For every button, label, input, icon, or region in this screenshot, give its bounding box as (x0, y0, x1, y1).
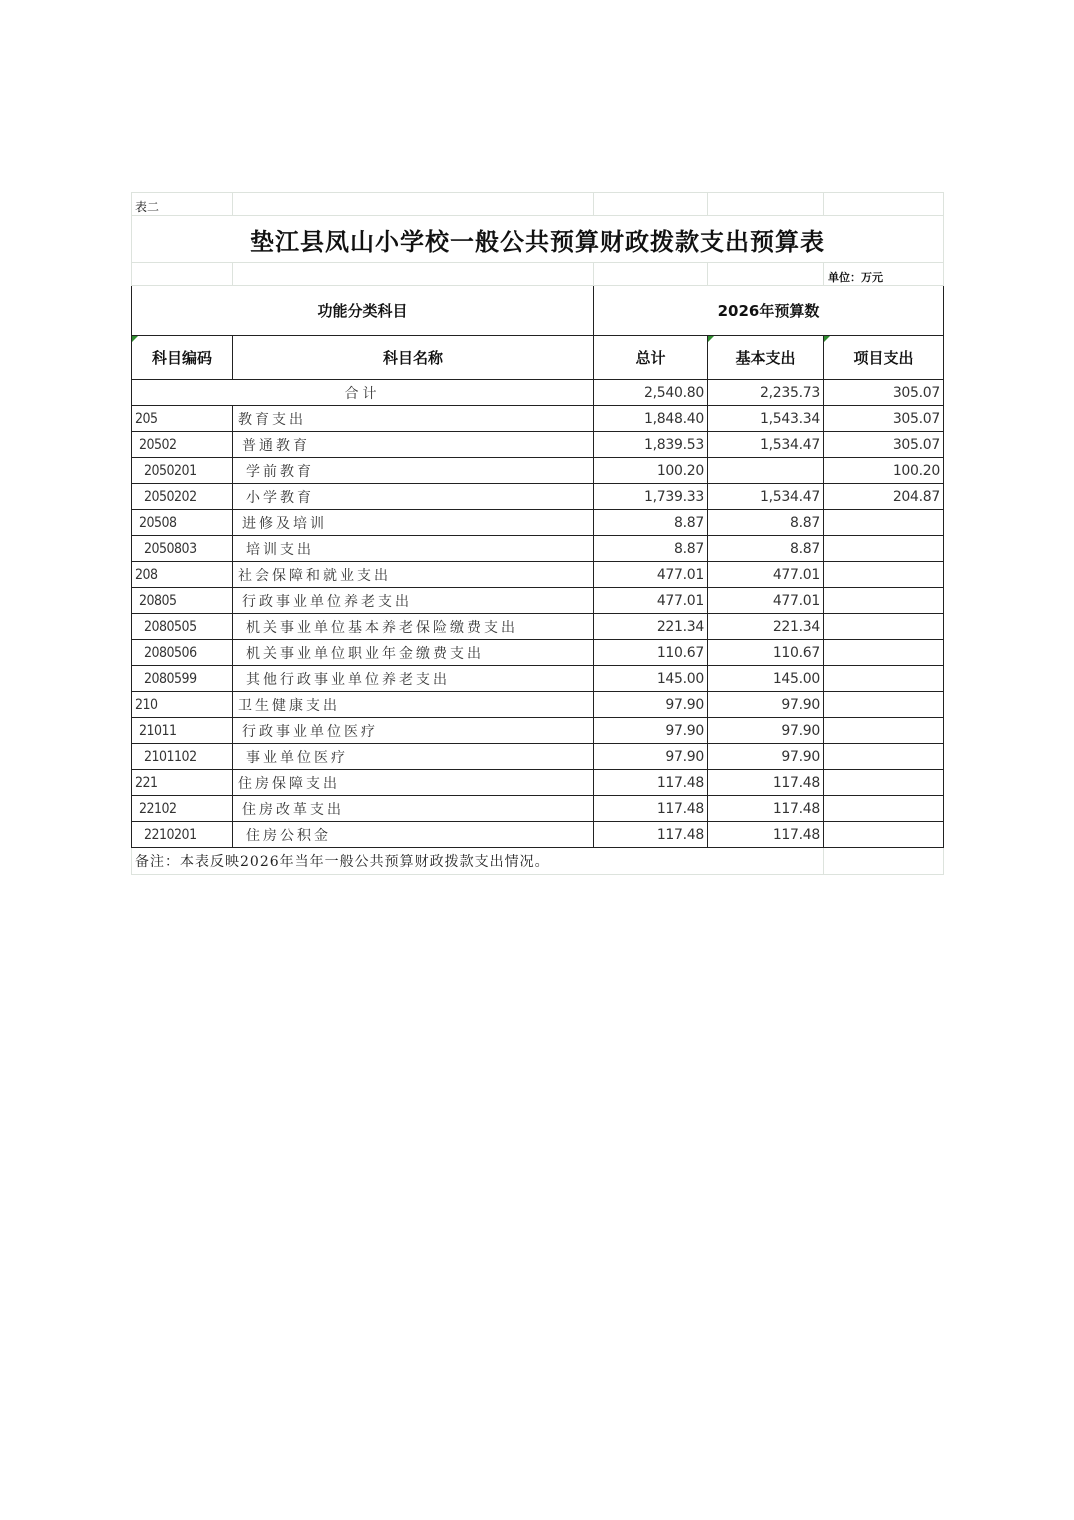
summary-project: 305.07 (824, 380, 944, 406)
footnote: 备注：本表反映2026年当年一般公共预算财政拨款支出情况。 (132, 848, 824, 875)
table-row (132, 406, 944, 432)
table-row (132, 822, 944, 848)
row-name: 学前教育 (233, 458, 594, 484)
row-total: 97.90 (594, 744, 708, 770)
row-total: 145.00 (594, 666, 708, 692)
row-project: 305.07 (824, 432, 944, 458)
row-project (824, 536, 944, 562)
empty-cell (233, 263, 594, 286)
row-project (824, 562, 944, 588)
row-total: 100.20 (594, 458, 708, 484)
header-code-label: 科目编码 (151, 349, 212, 367)
row-code: 2101102 (132, 744, 233, 770)
row-project (824, 666, 944, 692)
header-code (132, 336, 233, 380)
row-code: 2080505 (132, 614, 233, 640)
table-row (132, 614, 944, 640)
row-basic: 117.48 (708, 796, 824, 822)
row-basic: 117.48 (708, 770, 824, 796)
row-name: 教育支出 (233, 406, 594, 432)
row-project: 305.07 (824, 406, 944, 432)
row-total: 1,848.40 (594, 406, 708, 432)
row-code: 2050201 (132, 458, 233, 484)
row-name: 其他行政事业单位养老支出 (233, 666, 594, 692)
row-project: 204.87 (824, 484, 944, 510)
row-total: 477.01 (594, 588, 708, 614)
row-name: 机关事业单位职业年金缴费支出 (233, 640, 594, 666)
table-row (132, 458, 944, 484)
header-name: 科目名称 (233, 336, 594, 380)
row-project (824, 692, 944, 718)
row-name: 事业单位医疗 (233, 744, 594, 770)
row-code: 2050202 (132, 484, 233, 510)
summary-row (132, 380, 944, 406)
row-name: 卫生健康支出 (233, 692, 594, 718)
empty-cell (824, 193, 944, 216)
table-row (132, 744, 944, 770)
empty-cell (708, 193, 824, 216)
note-row (132, 848, 944, 875)
row-name: 住房公积金 (233, 822, 594, 848)
row-project (824, 640, 944, 666)
table-row (132, 666, 944, 692)
row-name: 小学教育 (233, 484, 594, 510)
row-name: 进修及培训 (233, 510, 594, 536)
row-basic: 8.87 (708, 536, 824, 562)
table-row (132, 432, 944, 458)
row-name: 行政事业单位医疗 (233, 718, 594, 744)
table-row (132, 588, 944, 614)
row-project (824, 588, 944, 614)
row-code: 22102 (132, 796, 233, 822)
row-code: 20502 (132, 432, 233, 458)
row-project (824, 822, 944, 848)
row-code: 208 (132, 562, 233, 588)
row-project (824, 770, 944, 796)
row-total: 97.90 (594, 718, 708, 744)
header-budget-year: 2026年预算数 (594, 286, 944, 336)
row-project (824, 614, 944, 640)
table-row (132, 796, 944, 822)
row-code: 2080506 (132, 640, 233, 666)
row-code: 2210201 (132, 822, 233, 848)
row-code: 2050803 (132, 536, 233, 562)
row-basic: 97.90 (708, 692, 824, 718)
row-code: 2080599 (132, 666, 233, 692)
row-basic: 1,534.47 (708, 484, 824, 510)
row-basic: 110.67 (708, 640, 824, 666)
row-name: 社会保障和就业支出 (233, 562, 594, 588)
empty-cell (233, 193, 594, 216)
table-row (132, 536, 944, 562)
table-label: 表二 (132, 193, 233, 216)
table-row (132, 770, 944, 796)
cell-marker-icon (708, 336, 714, 342)
row-project (824, 718, 944, 744)
unit-label: 单位：万元 (824, 263, 944, 286)
page-title: 垫江县凤山小学校一般公共预算财政拨款支出预算表 (132, 216, 944, 263)
table-row (132, 692, 944, 718)
table-row (132, 718, 944, 744)
row-project (824, 796, 944, 822)
row-code: 210 (132, 692, 233, 718)
empty-cell (132, 263, 233, 286)
table-row (132, 562, 944, 588)
row-code: 20508 (132, 510, 233, 536)
table-row (132, 484, 944, 510)
empty-cell (824, 848, 944, 875)
row-basic (708, 458, 824, 484)
header-project (824, 336, 944, 380)
row-code: 221 (132, 770, 233, 796)
row-total: 221.34 (594, 614, 708, 640)
summary-total: 2,540.80 (594, 380, 708, 406)
row-name: 普通教育 (233, 432, 594, 458)
row-total: 8.87 (594, 510, 708, 536)
header-basic-label: 基本支出 (735, 349, 796, 367)
budget-sheet (131, 192, 943, 875)
row-basic: 8.87 (708, 510, 824, 536)
row-basic: 117.48 (708, 822, 824, 848)
row-basic: 1,534.47 (708, 432, 824, 458)
row-total: 97.90 (594, 692, 708, 718)
row-name: 行政事业单位养老支出 (233, 588, 594, 614)
row-basic: 145.00 (708, 666, 824, 692)
empty-cell (594, 263, 708, 286)
header-category: 功能分类科目 (132, 286, 594, 336)
row-name: 培训支出 (233, 536, 594, 562)
empty-cell (594, 193, 708, 216)
row-total: 1,739.33 (594, 484, 708, 510)
row-total: 110.67 (594, 640, 708, 666)
row-total: 8.87 (594, 536, 708, 562)
row-project (824, 510, 944, 536)
budget-table (131, 192, 944, 875)
row-project: 100.20 (824, 458, 944, 484)
row-basic: 477.01 (708, 562, 824, 588)
row-total: 477.01 (594, 562, 708, 588)
empty-cell (708, 263, 824, 286)
table-row (132, 640, 944, 666)
row-code: 205 (132, 406, 233, 432)
row-total: 117.48 (594, 796, 708, 822)
header-total: 总计 (594, 336, 708, 380)
cell-marker-icon (132, 336, 138, 342)
row-total: 117.48 (594, 822, 708, 848)
row-basic: 97.90 (708, 718, 824, 744)
row-total: 1,839.53 (594, 432, 708, 458)
row-total: 117.48 (594, 770, 708, 796)
table-row (132, 510, 944, 536)
header-project-label: 项目支出 (853, 349, 914, 367)
summary-basic: 2,235.73 (708, 380, 824, 406)
row-name: 住房改革支出 (233, 796, 594, 822)
row-basic: 477.01 (708, 588, 824, 614)
row-code: 21011 (132, 718, 233, 744)
row-code: 20805 (132, 588, 233, 614)
row-name: 住房保障支出 (233, 770, 594, 796)
row-name: 机关事业单位基本养老保险缴费支出 (233, 614, 594, 640)
summary-label: 合计 (132, 380, 594, 406)
row-project (824, 744, 944, 770)
header-basic (708, 336, 824, 380)
row-basic: 97.90 (708, 744, 824, 770)
row-basic: 1,543.34 (708, 406, 824, 432)
cell-marker-icon (824, 336, 830, 342)
row-basic: 221.34 (708, 614, 824, 640)
